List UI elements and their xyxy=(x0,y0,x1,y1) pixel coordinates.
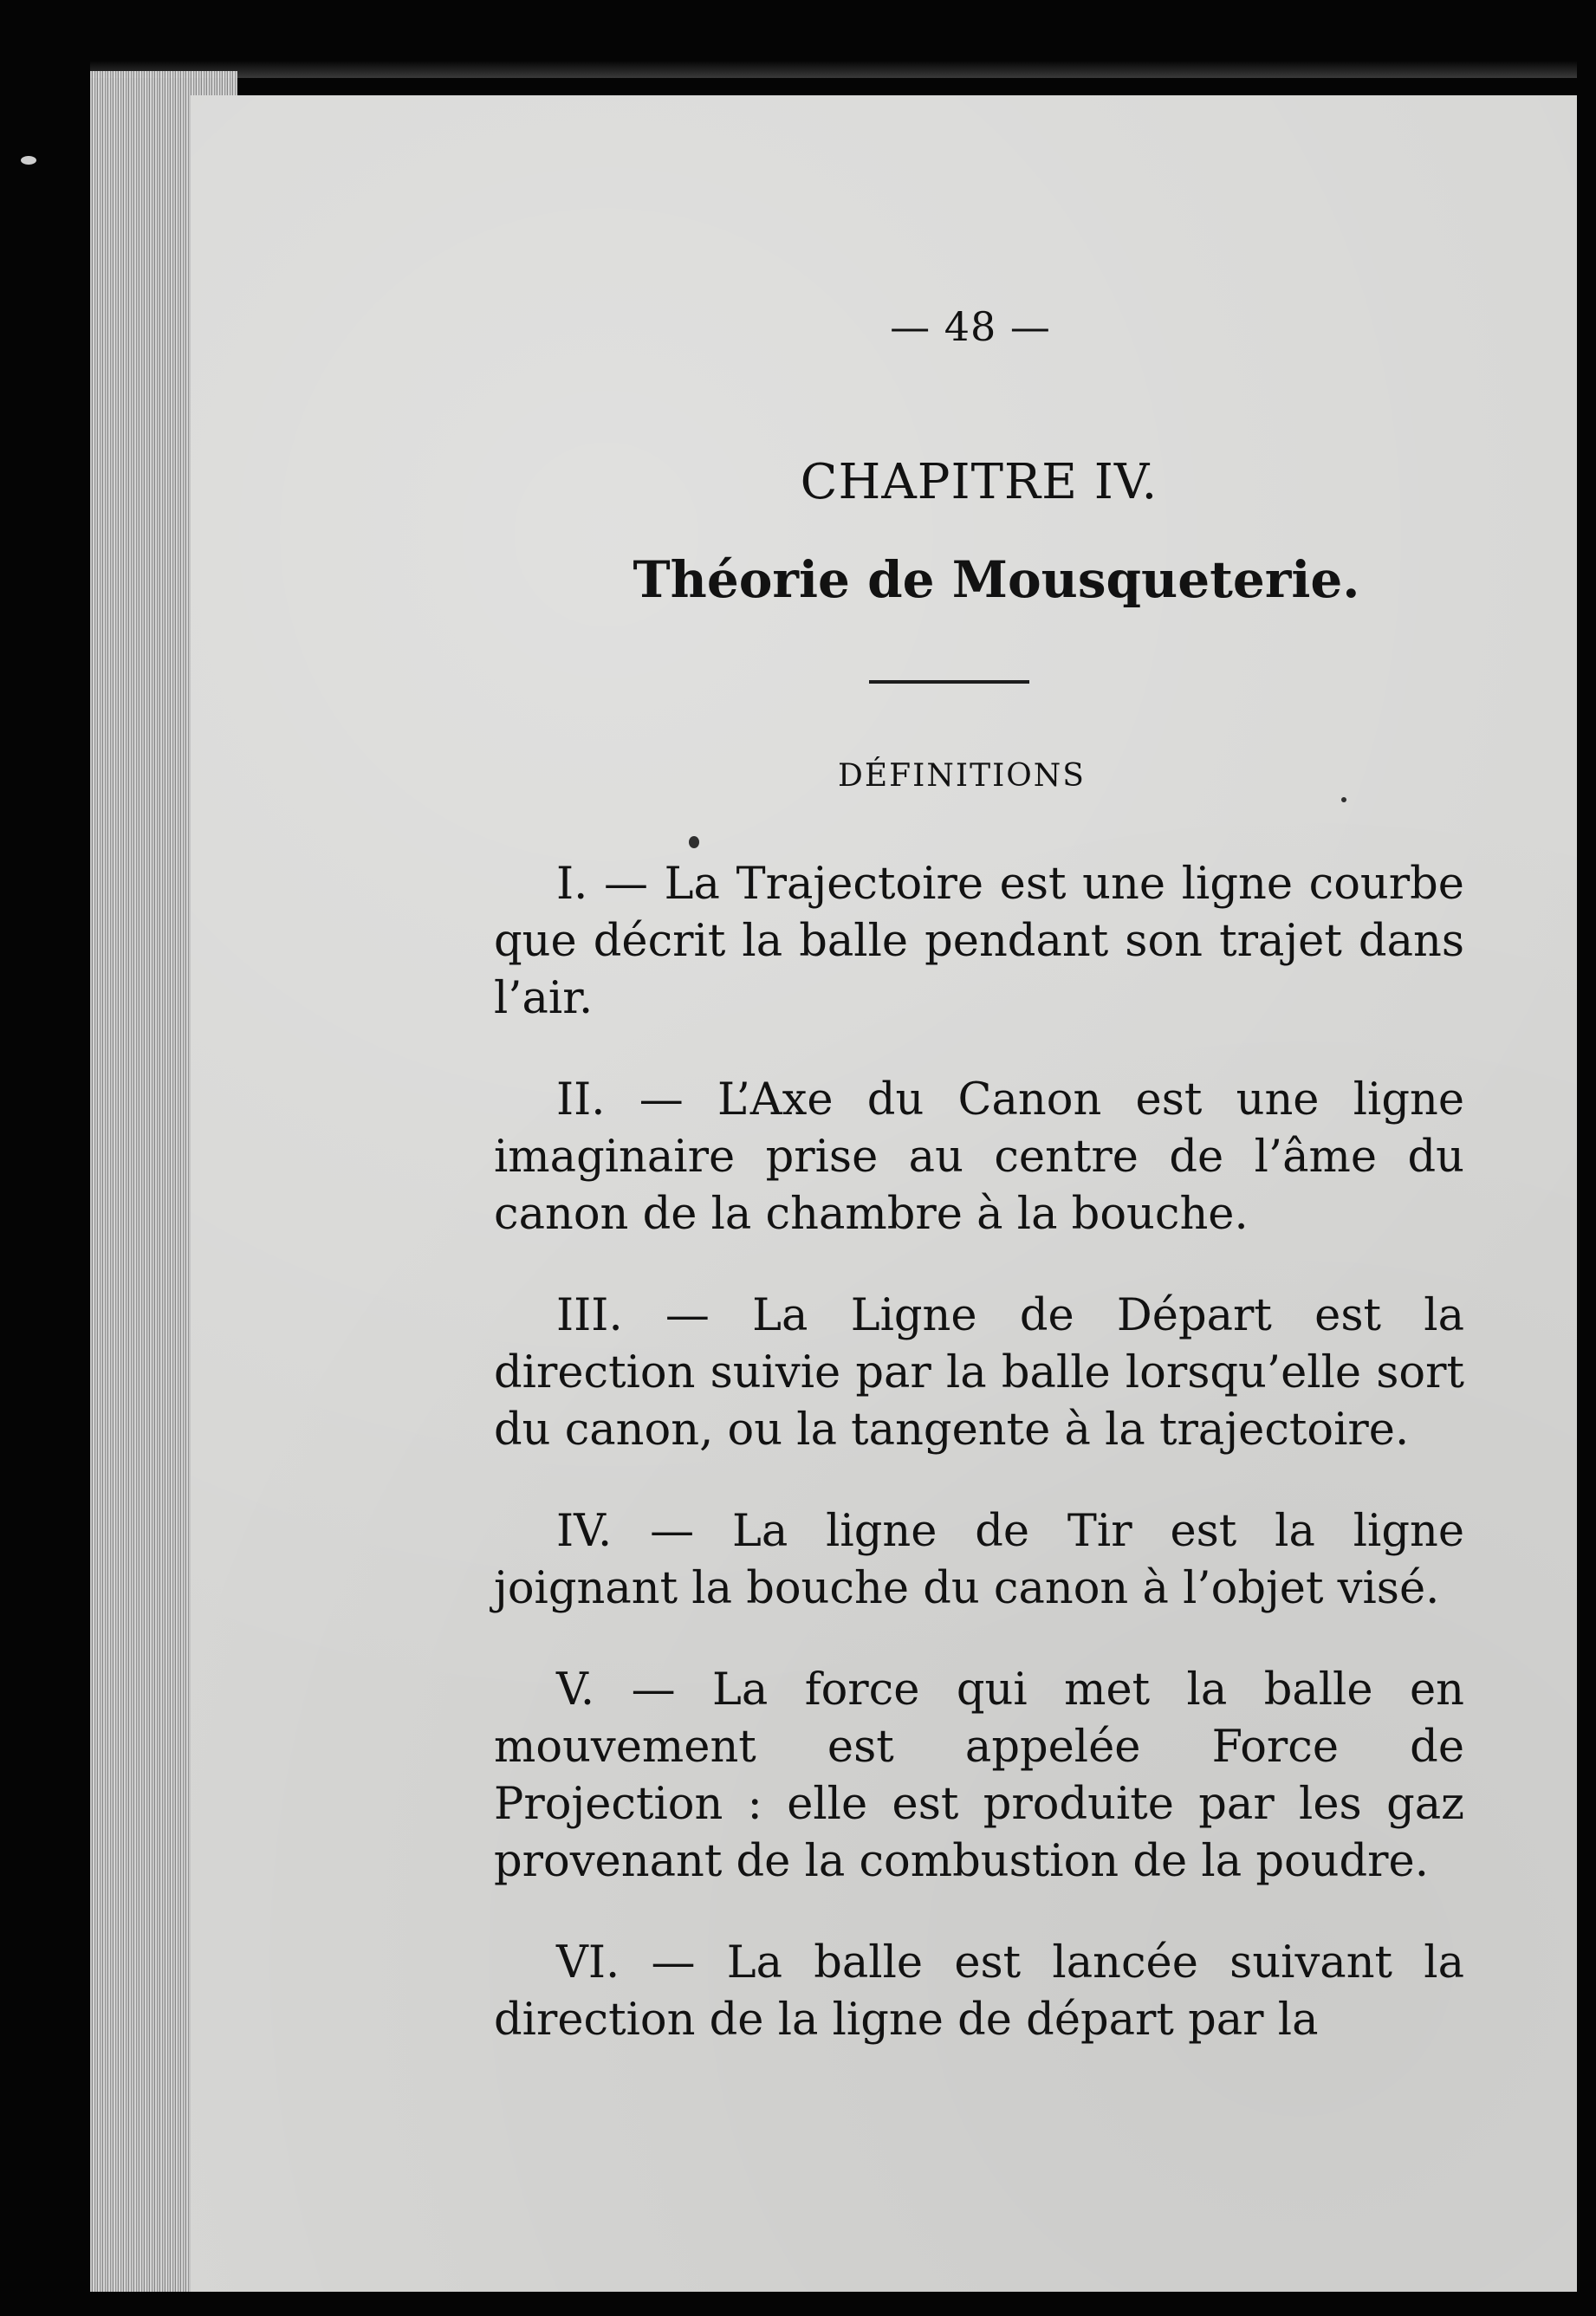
print-speck xyxy=(21,156,36,165)
definition-text: est la ligne joignant la bouche du canon à l’objet visé. xyxy=(494,1506,1464,1614)
definition-term: — La Trajectoire xyxy=(604,859,984,910)
definition-term: — La balle xyxy=(651,1937,924,1988)
page-top-shadow xyxy=(90,61,1577,78)
definition-text: est la direction suivie par la balle lorsqu’elle sort du canon, ou la tangente à la trajectoire. xyxy=(494,1290,1464,1456)
definition-text: est une ligne imaginaire prise au centre de l’âme du canon de la chambre à la bouche. xyxy=(494,1074,1464,1240)
page-number: — 48 — xyxy=(890,303,1051,350)
definition-term: — La force xyxy=(631,1664,920,1716)
definition-text: est lancée suivant la direction de la ligne de départ par la xyxy=(494,1937,1464,2046)
definition-term: — L’Axe du Canon xyxy=(639,1074,1102,1126)
definition-number: II. xyxy=(556,1074,606,1126)
definition-paragraph xyxy=(494,1072,1464,1243)
section-heading: DÉFINITIONS xyxy=(838,758,1086,794)
page-content xyxy=(494,303,1464,2093)
definition-text: est une ligne courbe que décrit la balle pendant son trajet dans l’air. xyxy=(494,859,1464,1024)
definition-term: — La ligne de Tir xyxy=(650,1506,1132,1557)
definition-paragraph xyxy=(494,1288,1464,1459)
definition-number: I. xyxy=(556,859,588,910)
title-divider xyxy=(869,680,1029,684)
definition-paragraph xyxy=(494,1503,1464,1618)
definition-term: — La Ligne de Départ xyxy=(665,1290,1272,1341)
definition-number: V. xyxy=(556,1664,595,1716)
definition-number: VI. xyxy=(556,1937,620,1988)
definition-paragraph xyxy=(494,1935,1464,2049)
definition-text: qui met la balle en mouvement est appelée Force de Projection : elle est produite par les gaz provenant de la combustion de la poudre. xyxy=(494,1664,1465,1887)
chapter-heading: CHAPITRE IV. xyxy=(800,454,1158,510)
definition-paragraph xyxy=(494,856,1464,1028)
definition-number: III. xyxy=(556,1290,623,1341)
definition-number: IV. xyxy=(556,1506,613,1557)
definition-paragraph xyxy=(494,1662,1464,1891)
chapter-title: Théorie de Mousqueterie. xyxy=(633,550,1360,609)
